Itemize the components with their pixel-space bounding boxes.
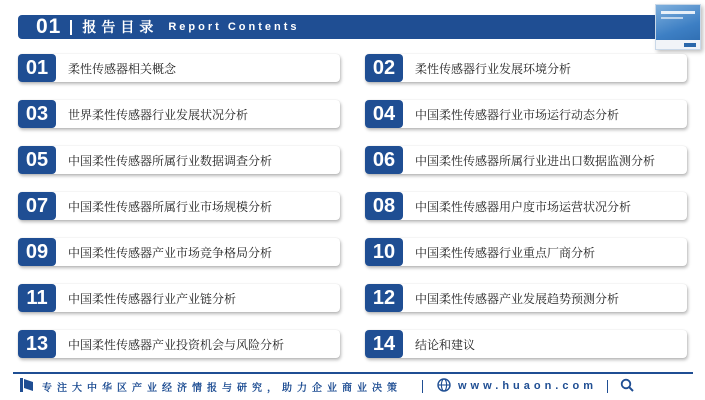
toc-item-label: 结论和建议 xyxy=(415,337,476,352)
footer-divider xyxy=(607,380,608,393)
toc-item-03[interactable] xyxy=(18,100,340,128)
section-header xyxy=(18,15,668,39)
toc-item-09[interactable] xyxy=(18,238,340,266)
toc-item-13[interactable] xyxy=(18,330,340,358)
toc-item-number: 02 xyxy=(365,54,403,82)
toc-item-label: 中国柔性传感器用户度市场运营状况分析 xyxy=(415,199,632,214)
toc-item-14[interactable] xyxy=(365,330,687,358)
toc-item-label: 柔性传感器行业发展环境分析 xyxy=(415,61,572,76)
toc-item-label: 中国柔性传感器所属行业数据调查分析 xyxy=(68,153,273,168)
toc-item-number: 12 xyxy=(365,284,403,312)
toc-item-label: 中国柔性传感器产业发展趋势预测分析 xyxy=(415,291,620,306)
toc-item-label: 中国柔性传感器所属行业市场规模分析 xyxy=(68,199,273,214)
toc-item-11[interactable] xyxy=(18,284,340,312)
toc-item-label: 中国柔性传感器行业市场运行动态分析 xyxy=(415,107,620,122)
toc-item-number: 11 xyxy=(18,284,56,312)
footer-website-link[interactable]: www.huaon.com xyxy=(458,380,597,392)
footer-divider xyxy=(422,380,423,393)
toc-item-number: 09 xyxy=(18,238,56,266)
toc-item-number: 05 xyxy=(18,146,56,174)
search-icon[interactable] xyxy=(620,377,634,396)
toc-item-label: 中国柔性传感器行业产业链分析 xyxy=(68,291,237,306)
footer-rule xyxy=(13,372,693,374)
toc-item-number: 04 xyxy=(365,100,403,128)
toc-item-05[interactable] xyxy=(18,146,340,174)
toc-item-number: 06 xyxy=(365,146,403,174)
toc-item-label: 中国柔性传感器行业重点厂商分析 xyxy=(415,245,596,260)
toc-item-label: 中国柔性传感器产业市场竞争格局分析 xyxy=(68,245,273,260)
toc-item-number: 01 xyxy=(18,54,56,82)
globe-icon xyxy=(437,377,451,396)
toc-item-number: 08 xyxy=(365,192,403,220)
toc-item-06[interactable] xyxy=(365,146,687,174)
toc-item-08[interactable] xyxy=(365,192,687,220)
toc-item-number: 13 xyxy=(18,330,56,358)
section-subtitle: Report Contents xyxy=(168,21,300,33)
toc-item-number: 07 xyxy=(18,192,56,220)
toc-item-label: 中国柔性传感器产业投资机会与风险分析 xyxy=(68,337,285,352)
toc-item-number: 03 xyxy=(18,100,56,128)
toc-item-label: 柔性传感器相关概念 xyxy=(68,61,177,76)
section-title: 报告目录 xyxy=(82,20,159,36)
toc-item-01[interactable] xyxy=(18,54,340,82)
footer-slogan: 专注大中华区产业经济情报与研究，助力企业商业决策 xyxy=(42,382,402,394)
toc-item-number: 14 xyxy=(365,330,403,358)
header-divider xyxy=(70,20,72,35)
toc-item-12[interactable] xyxy=(365,284,687,312)
toc-item-label: 世界柔性传感器行业发展状况分析 xyxy=(68,107,249,122)
toc-item-02[interactable] xyxy=(365,54,687,82)
section-number: 01 xyxy=(36,15,62,38)
toc-item-label: 中国柔性传感器所属行业进出口数据监测分析 xyxy=(415,153,656,168)
report-cover-thumbnail xyxy=(655,4,701,50)
toc-item-07[interactable] xyxy=(18,192,340,220)
logo-icon xyxy=(20,377,34,396)
footer xyxy=(0,372,705,400)
toc-item-10[interactable] xyxy=(365,238,687,266)
toc-item-04[interactable] xyxy=(365,100,687,128)
toc-item-number: 10 xyxy=(365,238,403,266)
